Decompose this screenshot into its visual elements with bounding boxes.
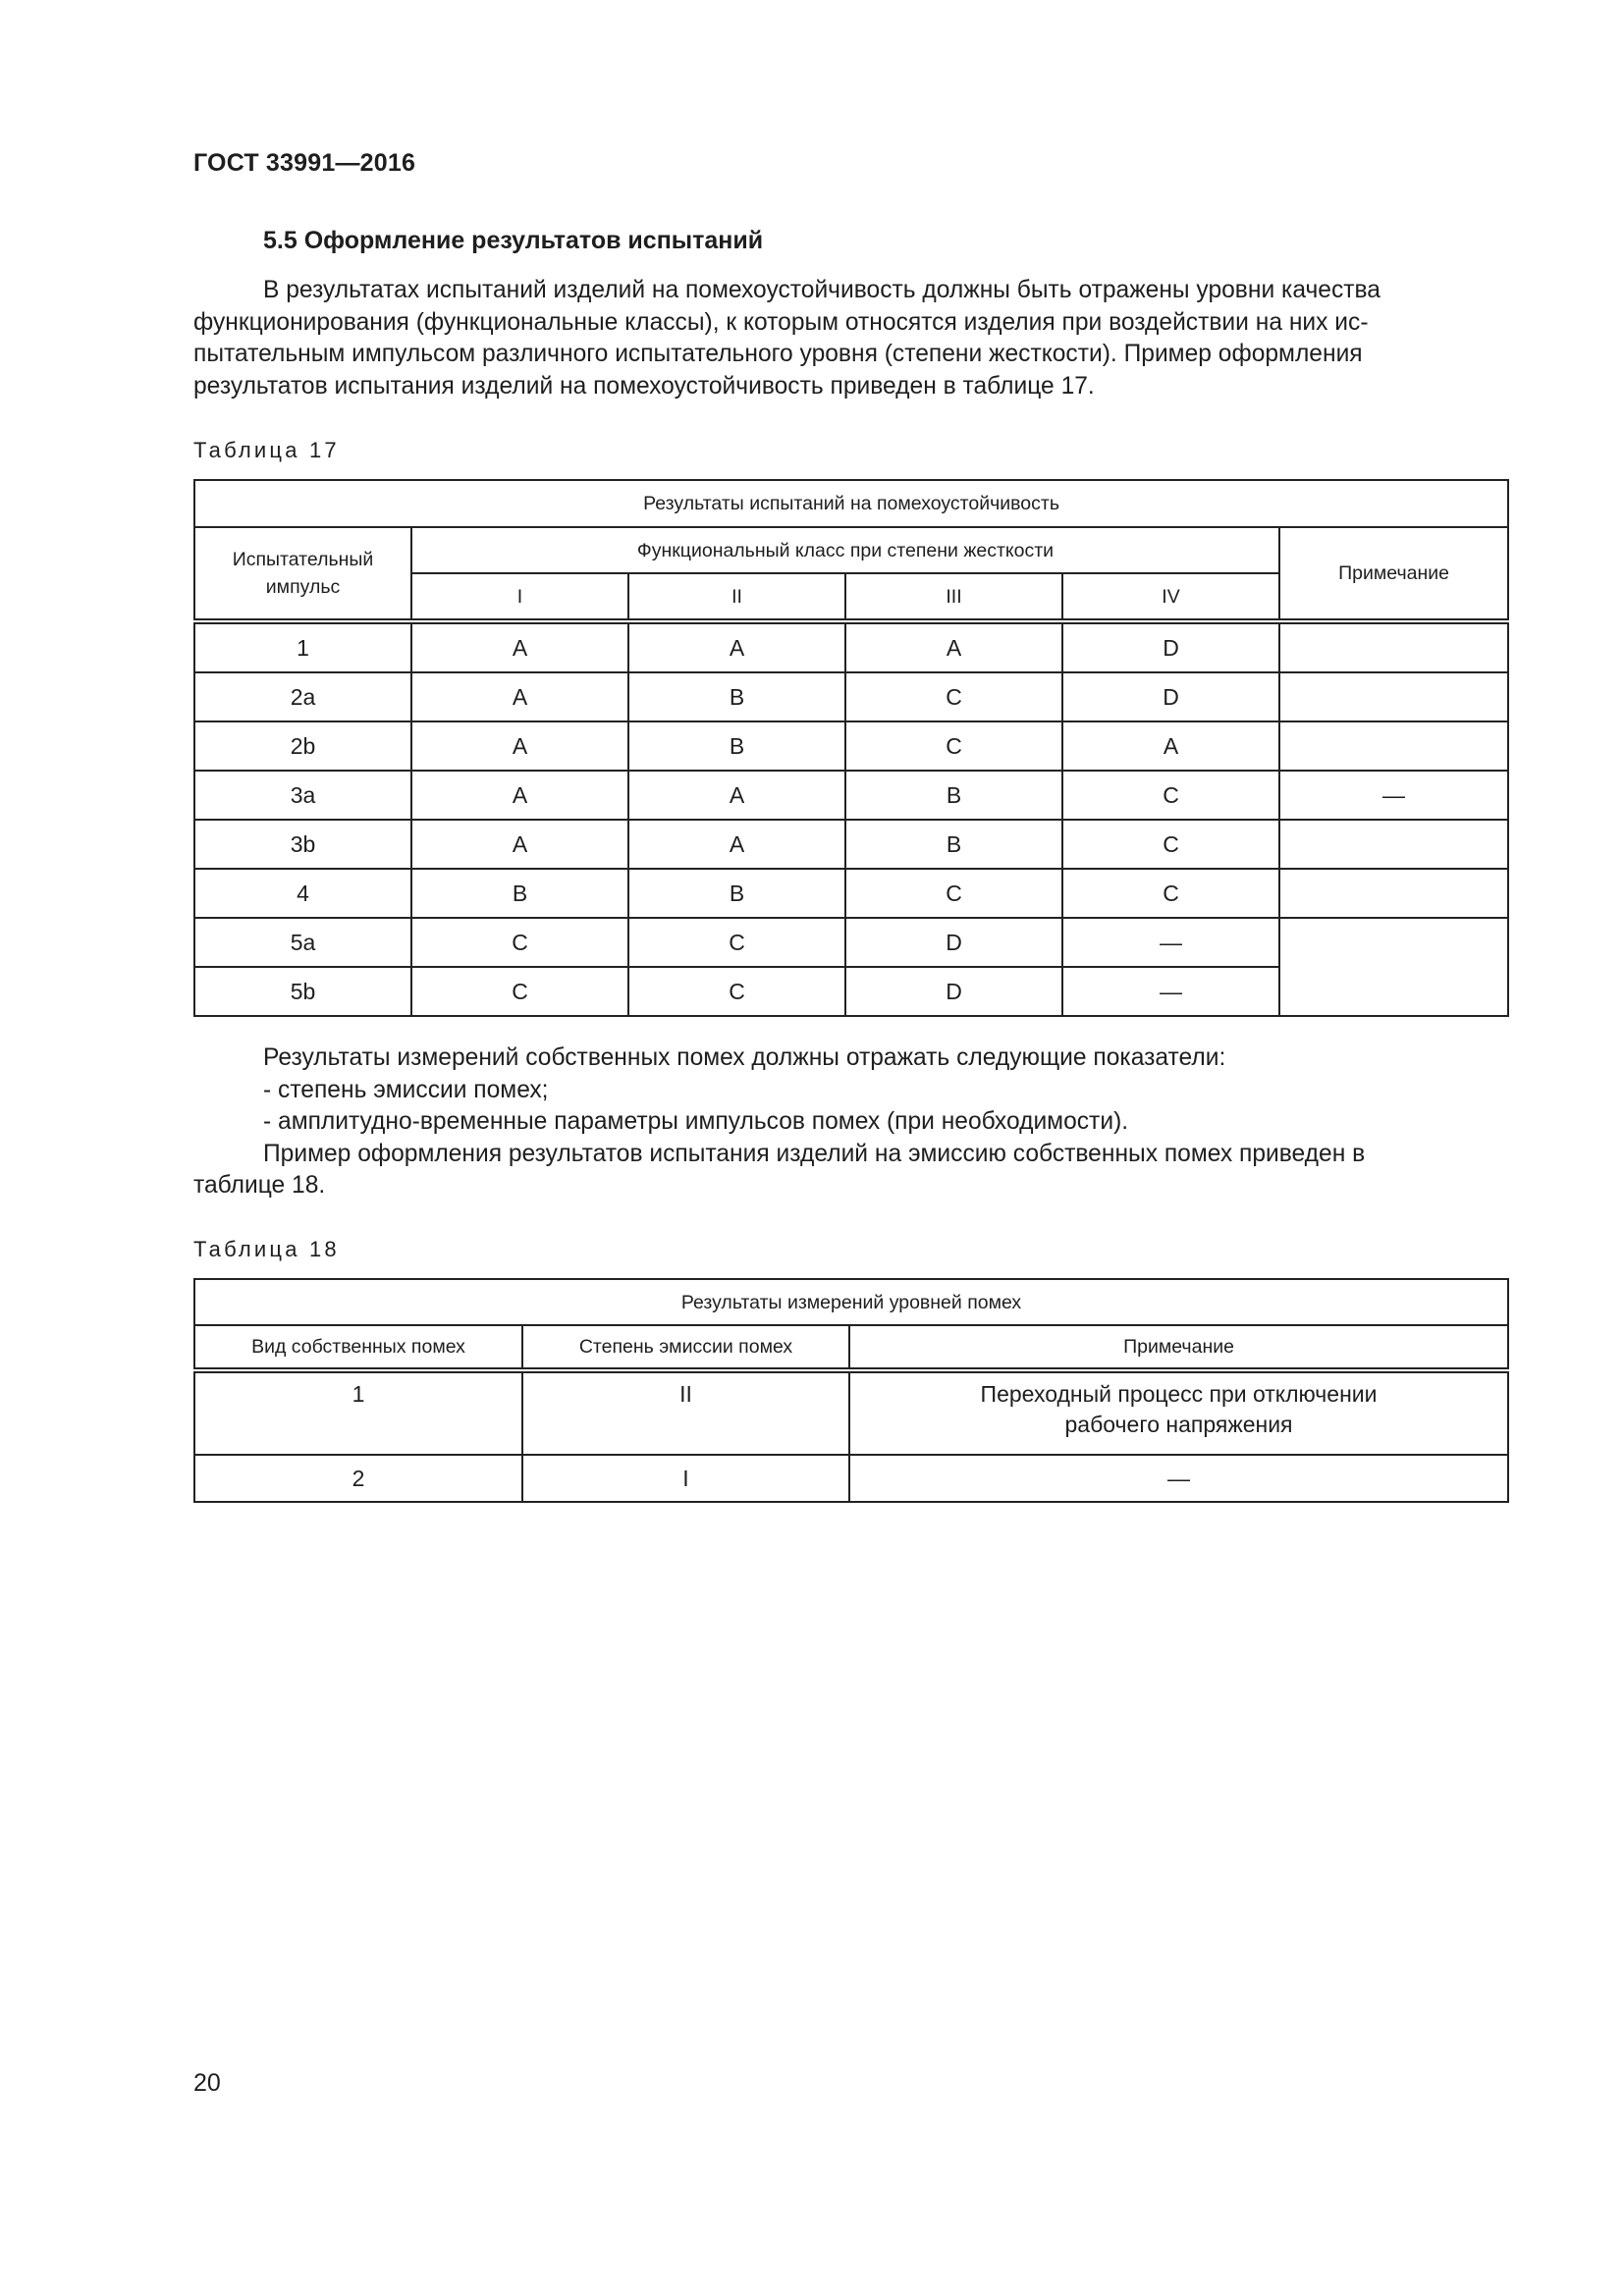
cell-level-2: C xyxy=(628,967,845,1016)
cell-note xyxy=(1279,721,1508,771)
page-number: 20 xyxy=(193,2069,221,2097)
list-item: - степень эмиссии помех; xyxy=(263,1076,549,1103)
cell-level-1: C xyxy=(411,918,628,967)
table-row xyxy=(194,918,1508,967)
cell-level-4: — xyxy=(1062,967,1279,1016)
table-title: Результаты измерений уровней помех xyxy=(194,1279,1508,1325)
list-item: - амплитудно-временные параметры импульсов помех (при необходимости). xyxy=(263,1108,1129,1135)
paragraph-line: результатов испытания изделий на помехоустойчивость приведен в таблице 17. xyxy=(193,372,1095,400)
column-header-degree: Степень эмиссии помех xyxy=(522,1325,849,1370)
cell-level-3: C xyxy=(845,672,1062,721)
table-row xyxy=(194,771,1508,820)
cell-level-2: B xyxy=(628,721,845,771)
paragraph-line: Результаты измерений собственных помех должны отражать следующие показатели: xyxy=(263,1044,1226,1071)
cell-level-3: C xyxy=(845,869,1062,918)
column-header-level-4: IV xyxy=(1062,573,1279,621)
cell-level-2: B xyxy=(628,672,845,721)
cell-level-2: A xyxy=(628,820,845,869)
paragraph-line: таблице 18. xyxy=(193,1172,326,1199)
cell-degree: II xyxy=(522,1370,849,1455)
table-row xyxy=(194,1455,1508,1502)
column-header-note: Примечание xyxy=(849,1325,1508,1370)
paragraph-results-immunity xyxy=(193,275,1507,402)
paragraph-line: Пример оформления результатов испытания изделий на эмиссию собственных помех приведен в xyxy=(263,1140,1366,1167)
table-17-caption: Таблица 17 xyxy=(193,438,340,462)
column-header-type: Вид собственных помех xyxy=(194,1325,522,1370)
column-group-header: Функциональный класс при степени жесткости xyxy=(411,527,1279,573)
cell-level-1: A xyxy=(411,771,628,820)
table-17-immunity-results xyxy=(193,479,1509,1017)
column-header-impulse xyxy=(194,527,411,621)
note-line: Переходный процесс при отключении xyxy=(980,1381,1378,1407)
cell-degree: I xyxy=(522,1455,849,1502)
cell-note xyxy=(1279,621,1508,672)
table-row xyxy=(194,621,1508,672)
table-row xyxy=(194,672,1508,721)
table-row xyxy=(194,820,1508,869)
cell-level-1: A xyxy=(411,621,628,672)
cell-level-4: C xyxy=(1062,820,1279,869)
cell-level-1: C xyxy=(411,967,628,1016)
cell-level-3: D xyxy=(845,967,1062,1016)
table-row xyxy=(194,1370,1508,1455)
paragraph-line: пытательным импульсом различного испытательного уровня (степени жесткости). Пример оформления xyxy=(193,341,1363,367)
cell-level-1: A xyxy=(411,672,628,721)
cell-level-1: A xyxy=(411,820,628,869)
cell-level-3: B xyxy=(845,771,1062,820)
cell-impulse: 3a xyxy=(194,771,411,820)
cell-level-1: B xyxy=(411,869,628,918)
paragraph-line: В результатах испытаний изделий на помехоустойчивость должны быть отражены уровни качества xyxy=(263,277,1380,303)
cell-note: — xyxy=(1279,771,1508,820)
cell-note xyxy=(1279,869,1508,918)
document-code: ГОСТ 33991—2016 xyxy=(193,149,416,177)
column-header-level-2: II xyxy=(628,573,845,621)
column-header-note: Примечание xyxy=(1279,527,1508,621)
cell-type: 1 xyxy=(194,1370,522,1455)
cell-note: — xyxy=(849,1455,1508,1502)
cell-level-3: A xyxy=(845,621,1062,672)
table-row xyxy=(194,721,1508,771)
table-18-caption: Таблица 18 xyxy=(193,1237,340,1261)
column-header-impulse-label: Испытательный импульс xyxy=(232,549,374,598)
cell-level-2: A xyxy=(628,771,845,820)
cell-type: 2 xyxy=(194,1455,522,1502)
note-line: рабочего напряжения xyxy=(1064,1412,1293,1437)
table-row xyxy=(194,869,1508,918)
cell-level-3: D xyxy=(845,918,1062,967)
cell-level-3: B xyxy=(845,820,1062,869)
cell-level-4: D xyxy=(1062,672,1279,721)
cell-level-4: C xyxy=(1062,869,1279,918)
section-title: 5.5 Оформление результатов испытаний xyxy=(263,227,764,254)
column-header-level-3: III xyxy=(845,573,1062,621)
cell-note xyxy=(849,1370,1508,1455)
cell-level-4: — xyxy=(1062,918,1279,967)
table-18-emission-results xyxy=(193,1278,1509,1503)
cell-impulse: 2a xyxy=(194,672,411,721)
cell-level-4: D xyxy=(1062,621,1279,672)
cell-level-1: A xyxy=(411,721,628,771)
cell-level-2: B xyxy=(628,869,845,918)
cell-level-4: A xyxy=(1062,721,1279,771)
cell-level-4: C xyxy=(1062,771,1279,820)
cell-note-merged xyxy=(1279,918,1508,1016)
table-title: Результаты испытаний на помехоустойчивость xyxy=(194,480,1508,527)
cell-note xyxy=(1279,820,1508,869)
cell-impulse: 5b xyxy=(194,967,411,1016)
cell-note xyxy=(1279,672,1508,721)
cell-level-2: C xyxy=(628,918,845,967)
column-header-level-1: I xyxy=(411,573,628,621)
cell-impulse: 1 xyxy=(194,621,411,672)
cell-level-3: C xyxy=(845,721,1062,771)
paragraph-emission-requirements xyxy=(193,1042,1507,1202)
paragraph-line: функционирования (функциональные классы), к которым относятся изделия при воздействии на них ис- xyxy=(193,308,1369,336)
cell-impulse: 2b xyxy=(194,721,411,771)
cell-level-2: A xyxy=(628,621,845,672)
cell-impulse: 5a xyxy=(194,918,411,967)
cell-impulse: 4 xyxy=(194,869,411,918)
cell-impulse: 3b xyxy=(194,820,411,869)
